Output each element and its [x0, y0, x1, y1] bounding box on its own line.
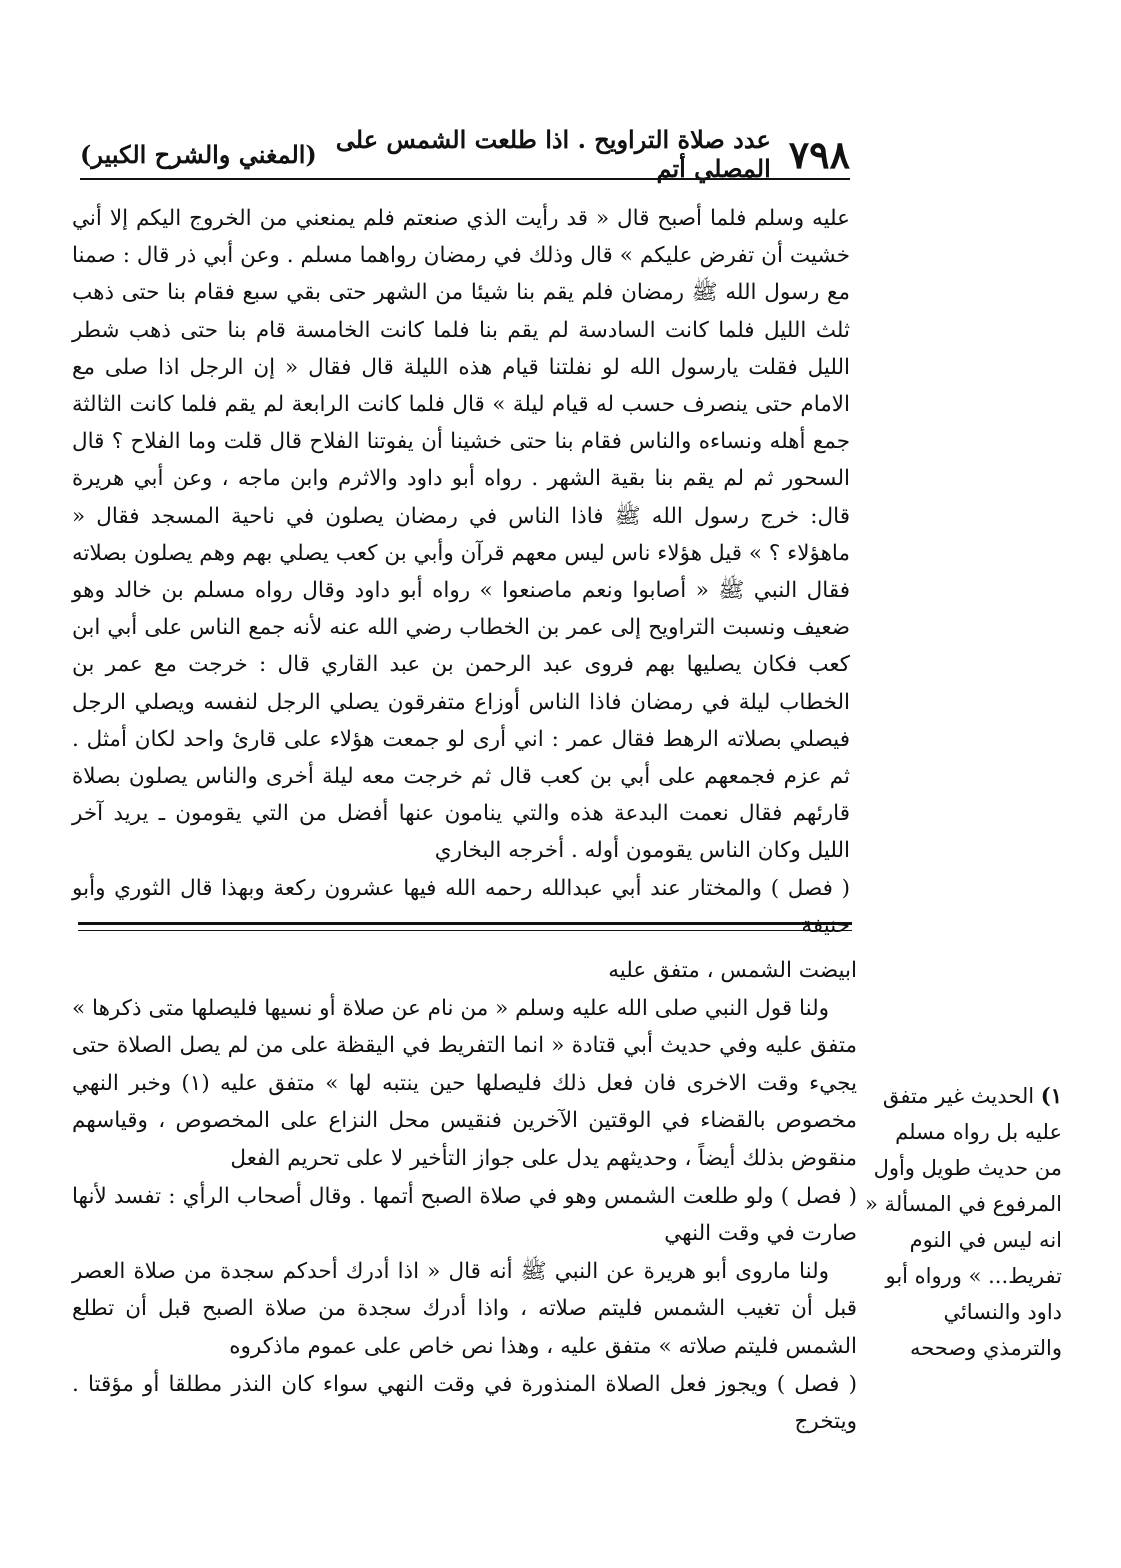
header-rule: [80, 178, 850, 180]
lower-text-block: [72, 952, 857, 1441]
paragraph: ( فصل ) ولو طلعت الشمس وهو في صلاة الصبح أتمها . وقال أصحاب الرأي : تفسد لأنها صارت في وقت النهي: [72, 1183, 857, 1247]
book-title: (المغني والشرح الكبير): [80, 139, 317, 169]
paragraph: ولنا ماروى أبو هريرة عن النبي ﷺ أنه قال « اذا أدرك أحدكم سجدة من صلاة العصر قبل أن تغيب الشمس فليتم صلاته ، واذا أدرك سجدة من صلاة الصبح قبل أن تطلع الشمس فليتم صلاته » متفق عليه ، وهذا نص خاص على عموم ماذكروه: [72, 1258, 857, 1359]
section-divider-thick: [78, 922, 852, 925]
page-number: ٧٩٨: [788, 131, 850, 177]
page-header: [80, 125, 850, 183]
upper-text-block: [72, 200, 850, 944]
footnote-label: ١): [1040, 1083, 1062, 1108]
footnote-margin: [862, 1078, 1062, 1366]
paragraph: ولنا قول النبي صلى الله عليه وسلم « من نام عن صلاة أو نسيها فليصلها متى ذكرها » متفق عليه وفي حديث أبي قتادة « انما التفريط في اليقظة على من لم يصل الصلاة حتى يجيء وقت الاخرى فان فعل ذلك فليصلها حين ينتبه لها » متفق عليه (١) وخبر النهي مخصوص بالقضاء في الوقتين الآخرين فنقيس محل النزاع على المخصوص ، وقياسهم منقوض بذلك أيضاً ، وحديثهم يدل على جواز التأخير لا على تحريم الفعل: [72, 995, 857, 1171]
paragraph: ( فصل ) ويجوز فعل الصلاة المنذورة في وقت النهي سواء كان النذر مطلقا أو مؤقتا . ويتخرج: [72, 1371, 857, 1435]
chapter-title: عدد صلاة التراويح . اذا طلعت الشمس على المصلي أتم: [335, 125, 771, 183]
section-divider-thin: [78, 930, 852, 931]
paragraph: عليه وسلم فلما أصبح قال « قد رأيت الذي صنعتم فلم يمنعني من الخروج اليكم إلا أني خشيت أن تفرض عليكم » قال وذلك في رمضان رواهما مسلم . وعن أبي ذر قال : صمنا مع رسول الله ﷺ رمضان فلم يقم بنا شيئا من الشهر حتى بقي سبع فقام بنا حتى ذهب ثلث الليل فلما كانت السادسة لم يقم بنا فلما كانت الخامسة قام بنا حتى ذهب شطر الليل فقلت يارسول الله لو نفلتنا قيام هذه الليلة قال فقال « إن الرجل اذا صلى مع الامام حتى ينصرف حسب له قيام ليلة » قال فلما كانت الرابعة لم يقم فلما كانت الثالثة جمع أهله ونساءه والناس فقام بنا حتى خشينا أن يفوتنا الفلاح قال قلت وما الفلاح ؟ قال السحور ثم لم يقم بنا بقية الشهر . رواه أبو داود والاثرم وابن ماجه ، وعن أبي هريرة قال: خرج رسول الله ﷺ فاذا الناس في رمضان يصلون في ناحية المسجد فقال « ماهؤلاء ؟ » قيل هؤلاء ناس ليس معهم قرآن وأبي بن كعب يصلي بهم وهم يصلون بصلاته فقال النبي ﷺ « أصابوا ونعم ماصنعوا » رواه أبو داود وقال رواه مسلم بن خالد وهو ضعيف ونسبت التراويح إلى عمر بن الخطاب رضي الله عنه لأنه جمع الناس على أبي ابن كعب فكان يصليها بهم فروى عبد الرحمن بن عبد القاري قال : خرجت مع عمر بن الخطاب ليلة في رمضان فاذا الناس أوزاع متفرقون يصلي الرجل لنفسه ويصلي الرجل فيصلي بصلاته الرهط فقال عمر : اني أرى لو جمعت هؤلاء على قارئ واحد لكان أمثل . ثم عزم فجمعهم على أبي بن كعب قال ثم خرجت معه ليلة أخرى والناس يصلون بصلاة قارئهم فقال نعمت البدعة هذه والتي ينامون عنها أفضل من التي يقومون ـ يريد آخر الليل وكان الناس يقومون أوله . أخرجه البخاري: [72, 206, 850, 864]
footnote-text: الحديث غير متفق عليه بل رواه مسلم من حديث طويل وأول المرفوع في المسألة « انه ليس في النوم تفريط... » ورواه أبو داود والنسائي والترمذي وصححه: [865, 1084, 1062, 1360]
paragraph: ابيضت الشمس ، متفق عليه: [608, 958, 857, 983]
paragraph: ( فصل ) والمختار عند أبي عبدالله رحمه الله فيها عشرون ركعة وبهذا قال الثوري وأبو حنيفة: [72, 875, 850, 938]
